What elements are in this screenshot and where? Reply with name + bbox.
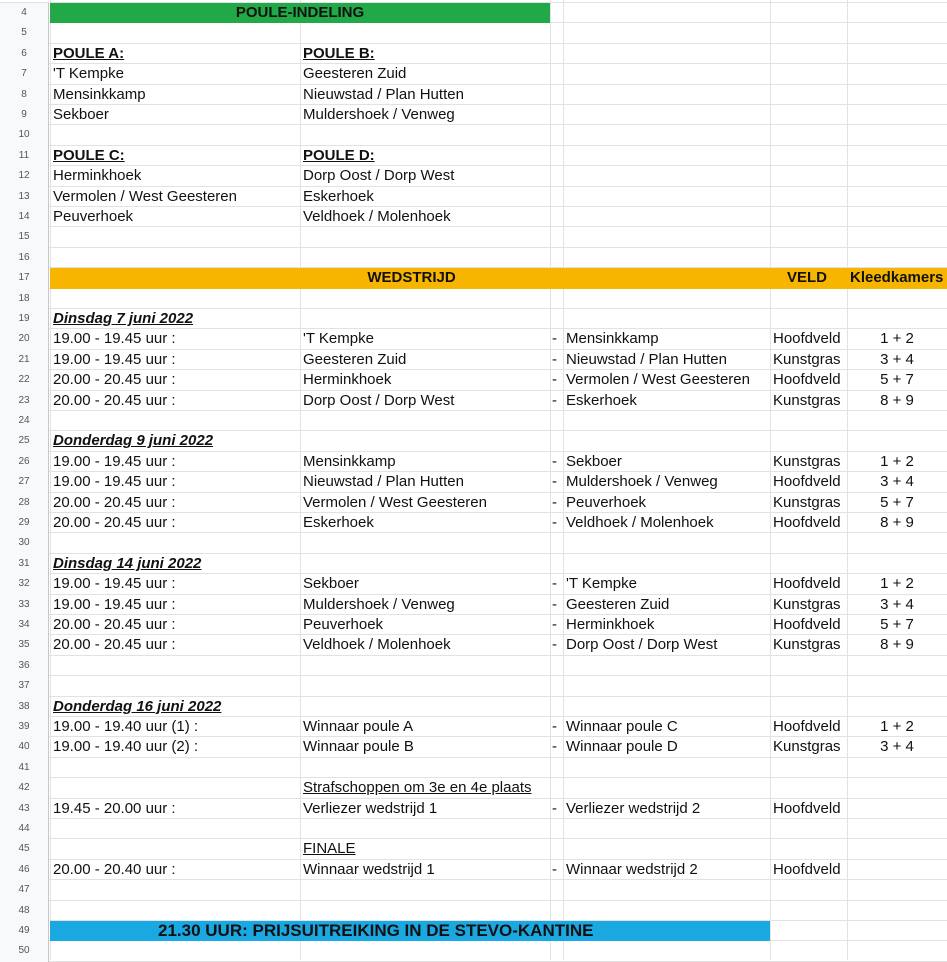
match-away-team[interactable]: Mensinkkamp [566, 330, 659, 348]
row-number[interactable]: 47 [0, 880, 49, 900]
match-veld[interactable]: Kunstgras [773, 452, 841, 470]
match-dash[interactable]: - [552, 493, 557, 511]
match-away-team[interactable]: Geesteren Zuid [566, 595, 670, 613]
row-number[interactable]: 11 [0, 146, 49, 166]
match-veld[interactable]: Kunstgras [773, 350, 841, 368]
match-dash[interactable]: - [552, 575, 557, 593]
row-number[interactable]: 37 [0, 676, 49, 696]
day-title[interactable]: Dinsdag 7 juni 2022 [53, 310, 194, 327]
row-number[interactable]: 5 [0, 23, 49, 43]
match-home-team[interactable]: Veldhoek / Molenhoek [303, 636, 451, 654]
match-veld[interactable]: Hoofdveld [773, 371, 841, 389]
finale-dash[interactable]: - [552, 860, 557, 878]
poule-b-team[interactable]: Geesteren Zuid [303, 65, 407, 83]
match-dash[interactable]: - [552, 514, 557, 531]
match-time[interactable]: 20.00 - 20.45 uur : [53, 514, 176, 531]
match-veld[interactable]: Hoofdveld [773, 473, 841, 491]
match-away-team[interactable]: Peuverhoek [566, 493, 647, 511]
row-number[interactable]: 7 [0, 64, 49, 84]
match-home-team[interactable]: Sekboer [303, 575, 359, 593]
row-number[interactable]: 17 [0, 268, 49, 288]
match-time[interactable]: 20.00 - 20.45 uur : [53, 391, 176, 409]
day-title[interactable]: Dinsdag 14 juni 2022 [53, 554, 202, 572]
row-number[interactable]: 14 [0, 207, 49, 227]
poule-c-team[interactable]: Peuverhoek [53, 208, 134, 225]
poule-d-title[interactable]: POULE D: [303, 146, 375, 164]
poule-c-team[interactable]: Herminkhoek [53, 167, 142, 185]
match-home-team[interactable]: Peuverhoek [303, 616, 384, 633]
row-number[interactable]: 36 [0, 656, 49, 676]
row-number[interactable]: 18 [0, 289, 49, 309]
row-number[interactable]: 24 [0, 411, 49, 431]
penalties-away-team[interactable]: Verliezer wedstrijd 2 [566, 799, 701, 817]
match-kleedkamers[interactable]: 5 + 7 [880, 493, 914, 511]
poule-d-team[interactable]: Eskerhoek [303, 187, 374, 205]
match-kleedkamers[interactable]: 1 + 2 [880, 575, 914, 593]
match-kleedkamers[interactable]: 3 + 4 [880, 595, 914, 613]
row-number[interactable]: 31 [0, 554, 49, 574]
match-away-team[interactable]: Muldershoek / Venweg [566, 473, 718, 491]
row-number[interactable]: 12 [0, 166, 49, 186]
match-home-team[interactable]: Eskerhoek [303, 514, 374, 531]
award-banner-text[interactable]: 21.30 UUR: PRIJSUITREIKING IN DE STEVO-KANTINE [158, 921, 594, 940]
match-kleedkamers[interactable]: 8 + 9 [880, 391, 914, 409]
row-number[interactable]: 32 [0, 574, 49, 594]
match-veld[interactable]: Kunstgras [773, 493, 841, 511]
match-time[interactable]: 19.00 - 19.45 uur : [53, 575, 176, 593]
poule-a-team[interactable]: Mensinkkamp [53, 85, 146, 103]
finale-away-team[interactable]: Winnaar wedstrijd 2 [566, 860, 698, 878]
row-number[interactable]: 26 [0, 452, 49, 472]
row-number[interactable]: 23 [0, 391, 49, 411]
match-time[interactable]: 19.00 - 19.45 uur : [53, 473, 176, 491]
row-gridline [0, 247, 947, 248]
poule-header-title[interactable]: POULE-INDELING [235, 4, 365, 21]
match-dash[interactable]: - [552, 452, 557, 470]
match-home-team[interactable]: Herminkhoek [303, 371, 392, 389]
match-time[interactable]: 20.00 - 20.45 uur : [53, 493, 176, 511]
poule-a-team[interactable]: 'T Kempke [53, 65, 124, 83]
match-home-team[interactable]: Vermolen / West Geesteren [303, 493, 487, 511]
match-away-team[interactable]: Veldhoek / Molenhoek [566, 514, 714, 531]
match-veld[interactable]: Hoofdveld [773, 616, 841, 633]
kleedkamers-header[interactable]: Kleedkamers [850, 269, 944, 287]
match-home-team[interactable]: Winnaar poule B [303, 738, 414, 756]
match-time[interactable]: 20.00 - 20.45 uur : [53, 636, 176, 654]
match-veld[interactable]: Kunstgras [773, 738, 841, 756]
row-number[interactable]: 9 [0, 105, 49, 125]
wedstrijd-header[interactable]: WEDSTRIJD [367, 269, 456, 287]
row-number[interactable]: 28 [0, 493, 49, 513]
match-kleedkamers[interactable]: 8 + 9 [880, 514, 914, 531]
match-dash[interactable]: - [552, 616, 557, 633]
match-away-team[interactable]: Nieuwstad / Plan Hutten [566, 350, 727, 368]
row-number[interactable]: 6 [0, 44, 49, 64]
match-away-team[interactable]: 'T Kempke [566, 575, 637, 593]
row-number[interactable]: 10 [0, 125, 49, 145]
match-time[interactable]: 20.00 - 20.45 uur : [53, 371, 176, 389]
match-home-team[interactable]: Dorp Oost / Dorp West [303, 391, 455, 409]
match-away-team[interactable]: Herminkhoek [566, 616, 655, 633]
match-kleedkamers[interactable]: 1 + 2 [880, 718, 914, 735]
row-number[interactable]: 48 [0, 901, 49, 921]
row-number[interactable]: 4 [0, 3, 49, 23]
day-title[interactable]: Donderdag 9 juni 2022 [53, 432, 214, 450]
match-home-team[interactable]: Mensinkkamp [303, 452, 396, 470]
finale-veld[interactable]: Hoofdveld [773, 860, 841, 878]
row-number[interactable]: 30 [0, 533, 49, 553]
finale-time[interactable]: 20.00 - 20.40 uur : [53, 860, 176, 878]
row-number[interactable]: 21 [0, 350, 49, 370]
poule-d-team[interactable]: Dorp Oost / Dorp West [303, 167, 455, 185]
veld-header[interactable]: VELD [787, 269, 828, 287]
row-number[interactable]: 43 [0, 799, 49, 819]
row-number[interactable]: 40 [0, 737, 49, 757]
match-dash[interactable]: - [552, 738, 557, 756]
match-kleedkamers[interactable]: 1 + 2 [880, 452, 914, 470]
row-number[interactable]: 39 [0, 717, 49, 737]
row-number[interactable]: 50 [0, 941, 49, 961]
row-number[interactable]: 35 [0, 635, 49, 655]
match-veld[interactable]: Hoofdveld [773, 514, 841, 531]
penalties-home-team[interactable]: Verliezer wedstrijd 1 [303, 799, 438, 817]
row-gridline [0, 675, 947, 676]
finale-title[interactable]: FINALE [303, 840, 356, 858]
match-kleedkamers[interactable]: 3 + 4 [880, 350, 914, 368]
match-dash[interactable]: - [552, 330, 557, 348]
match-time[interactable]: 19.00 - 19.45 uur : [53, 350, 176, 368]
match-time[interactable]: 19.00 - 19.45 uur : [53, 330, 176, 348]
match-home-team[interactable]: Winnaar poule A [303, 718, 414, 735]
penalties-dash[interactable]: - [552, 799, 557, 817]
day-title[interactable]: Donderdag 16 juni 2022 [53, 697, 222, 715]
finale-home-team[interactable]: Winnaar wedstrijd 1 [303, 860, 435, 878]
penalties-title[interactable]: Strafschoppen om 3e en 4e plaats [303, 779, 532, 797]
poule-a-title[interactable]: POULE A: [53, 44, 125, 62]
match-veld[interactable]: Hoofdveld [773, 575, 841, 593]
match-away-team[interactable]: Sekboer [566, 452, 622, 470]
poule-b-team[interactable]: Muldershoek / Venweg [303, 106, 455, 123]
match-time[interactable]: 19.00 - 19.40 uur (1) : [53, 718, 199, 735]
row-number[interactable]: 34 [0, 615, 49, 635]
match-dash[interactable]: - [552, 391, 557, 409]
match-time[interactable]: 19.00 - 19.45 uur : [53, 452, 176, 470]
match-kleedkamers[interactable]: 8 + 9 [880, 636, 914, 654]
match-kleedkamers[interactable]: 3 + 4 [880, 738, 914, 756]
row-number[interactable]: 42 [0, 778, 49, 798]
penalties-time[interactable]: 19.45 - 20.00 uur : [53, 799, 176, 817]
row-number[interactable]: 33 [0, 595, 49, 615]
row-number[interactable]: 44 [0, 819, 49, 839]
row-number[interactable]: 13 [0, 187, 49, 207]
match-away-team[interactable]: Winnaar poule D [566, 738, 678, 756]
match-veld[interactable]: Kunstgras [773, 391, 841, 409]
row-number[interactable]: 16 [0, 248, 49, 268]
match-dash[interactable]: - [552, 473, 557, 491]
poule-a-team[interactable]: Sekboer [53, 106, 109, 123]
match-dash[interactable]: - [552, 718, 557, 735]
penalties-veld[interactable]: Hoofdveld [773, 799, 841, 817]
match-away-team[interactable]: Dorp Oost / Dorp West [566, 636, 718, 654]
row-number[interactable]: 49 [0, 921, 49, 941]
match-veld[interactable]: Kunstgras [773, 595, 841, 613]
match-home-team[interactable]: Muldershoek / Venweg [303, 595, 455, 613]
match-dash[interactable]: - [552, 371, 557, 389]
match-home-team[interactable]: 'T Kempke [303, 330, 374, 348]
match-veld[interactable]: Hoofdveld [773, 330, 841, 348]
match-time[interactable]: 19.00 - 19.45 uur : [53, 595, 176, 613]
match-dash[interactable]: - [552, 636, 557, 654]
match-kleedkamers[interactable]: 5 + 7 [880, 371, 914, 389]
row-number[interactable]: 29 [0, 513, 49, 533]
row-number[interactable]: 46 [0, 860, 49, 880]
match-time[interactable]: 19.00 - 19.40 uur (2) : [53, 738, 199, 756]
match-kleedkamers[interactable]: 3 + 4 [880, 473, 914, 491]
poule-b-title[interactable]: POULE B: [303, 44, 375, 62]
match-away-team[interactable]: Vermolen / West Geesteren [566, 371, 750, 389]
poule-c-team[interactable]: Vermolen / West Geesteren [53, 187, 237, 205]
match-veld[interactable]: Hoofdveld [773, 718, 841, 735]
match-kleedkamers[interactable]: 1 + 2 [880, 330, 914, 348]
row-number[interactable]: 27 [0, 472, 49, 492]
match-dash[interactable]: - [552, 595, 557, 613]
row-number[interactable]: 45 [0, 839, 49, 859]
row-number[interactable]: 20 [0, 329, 49, 349]
match-home-team[interactable]: Nieuwstad / Plan Hutten [303, 473, 464, 491]
match-veld[interactable]: Kunstgras [773, 636, 841, 654]
match-away-team[interactable]: Eskerhoek [566, 391, 637, 409]
match-home-team[interactable]: Geesteren Zuid [303, 350, 407, 368]
row-number[interactable]: 19 [0, 309, 49, 329]
match-dash[interactable]: - [552, 350, 557, 368]
match-kleedkamers[interactable]: 5 + 7 [880, 616, 914, 633]
poule-c-title[interactable]: POULE C: [53, 146, 125, 164]
row-number[interactable]: 25 [0, 431, 49, 451]
row-number[interactable]: 22 [0, 370, 49, 390]
row-number[interactable]: 8 [0, 85, 49, 105]
row-number[interactable]: 38 [0, 697, 49, 717]
row-gridline [0, 900, 947, 901]
row-number[interactable]: 41 [0, 758, 49, 778]
match-away-team[interactable]: Winnaar poule C [566, 718, 678, 735]
row-number[interactable]: 15 [0, 227, 49, 247]
match-time[interactable]: 20.00 - 20.45 uur : [53, 616, 176, 633]
poule-d-team[interactable]: Veldhoek / Molenhoek [303, 208, 451, 225]
poule-b-team[interactable]: Nieuwstad / Plan Hutten [303, 85, 464, 103]
